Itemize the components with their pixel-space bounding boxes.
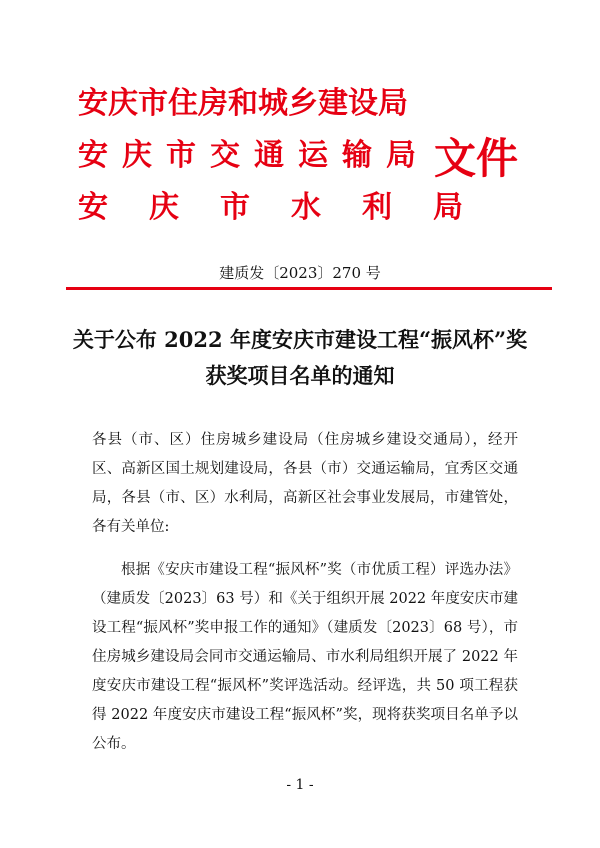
body-paragraph: 根据《安庆市建设工程“振风杯”奖（市优质工程）评选办法》（建质发〔2023〕63 号）和《关于组织开展 2022 年度安庆市建设工程“振风杯”奖申报工作的通知》（建质发〔2023〕68 号），市住房城乡建设局会同市交通运输局、市水利局组织开展了 2022 年度安庆市建设工程“振风杯”奖评选活动。经评选，共 50 项工程获得 2022 年度安庆市建设工程“振风杯”奖，现将获奖项目名单予以公布。 [92,562,518,752]
agency-name-housing: 安庆市住房和城乡建设局 [78,86,408,121]
page-number: - 1 - [286,777,314,793]
agency-name-water: 安庆市水利局 [78,190,504,225]
agency-name-transport: 安庆市交通运输局 [78,138,430,173]
page-title: 关于公布 2022 年度安庆市建设工程“振风杯”奖获奖项目名单的通知 [72,327,528,388]
document-number: 建质发〔2023〕270 号 [219,264,381,282]
document-type-label: 文件 [434,134,519,183]
addressee-paragraph: 各县（市、区）住房城乡建设局（住房城乡建设交通局），经开区、高新区国土规划建设局，各县（市）交通运输局，宜秀区交通局，各县（市、区）水利局，高新区社会事业发展局，市建管处，各有关单位: [92,432,518,535]
red-divider-line [66,287,552,290]
